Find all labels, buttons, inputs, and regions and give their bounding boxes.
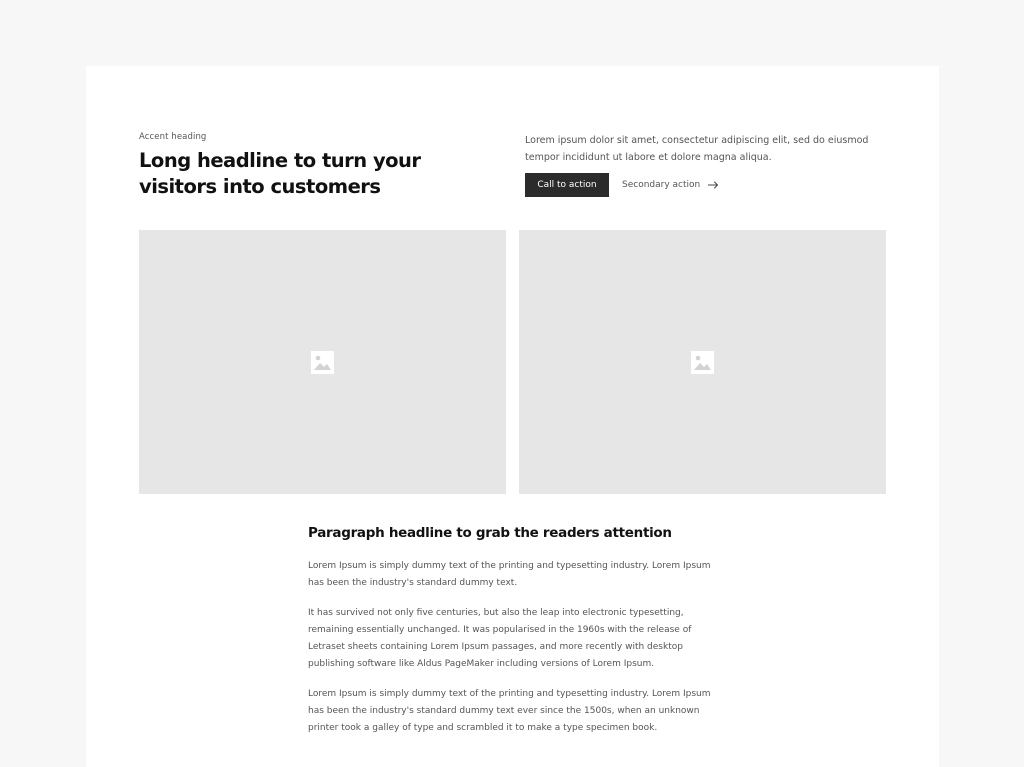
content-card: [86, 66, 939, 767]
arrow-right-icon: [708, 181, 719, 189]
paragraph-headline: Paragraph headline to grab the readers attention: [308, 525, 672, 541]
paragraph-3: Lorem Ipsum is simply dummy text of the printing and typesetting industry. Lorem Ipsum has been the industry's standard dummy text ever since the 1500s, when an unknown printer took a galley of type and scrambled it to make a type specimen book.: [308, 689, 711, 733]
hero-right-column: [525, 132, 895, 197]
call-to-action-button[interactable]: Call to action: [525, 173, 609, 197]
article-section: [308, 524, 718, 750]
image-placeholder-right: [519, 230, 886, 494]
paragraph-1: Lorem Ipsum is simply dummy text of the printing and typesetting industry. Lorem Ipsum has been the industry's standard dummy text.: [308, 561, 711, 588]
image-placeholder-icon: [691, 351, 714, 374]
secondary-action-label: Secondary action: [622, 180, 701, 190]
accent-heading: Accent heading: [139, 132, 207, 142]
secondary-action-button[interactable]: [622, 180, 719, 190]
paragraph-2: It has survived not only five centuries, but also the leap into electronic typesetting, remaining essentially unchanged. It was popularised in the 1960s with the release of Letraset sheets containing Lorem Ipsum passages, and more recently with desktop publishing software like Aldus PageMaker including versions of Lorem Ipsum.: [308, 608, 692, 669]
image-gallery: [139, 230, 886, 494]
hero-actions: [525, 173, 895, 197]
image-placeholder-left: [139, 230, 506, 494]
hero-description: Lorem ipsum dolor sit amet, consectetur adipiscing elit, sed do eiusmod tempor incididunt ut labore et dolore magna aliqua.: [525, 135, 869, 163]
hero-headline: Long headline to turn your visitors into customers: [139, 149, 421, 198]
image-placeholder-icon: [311, 351, 334, 374]
